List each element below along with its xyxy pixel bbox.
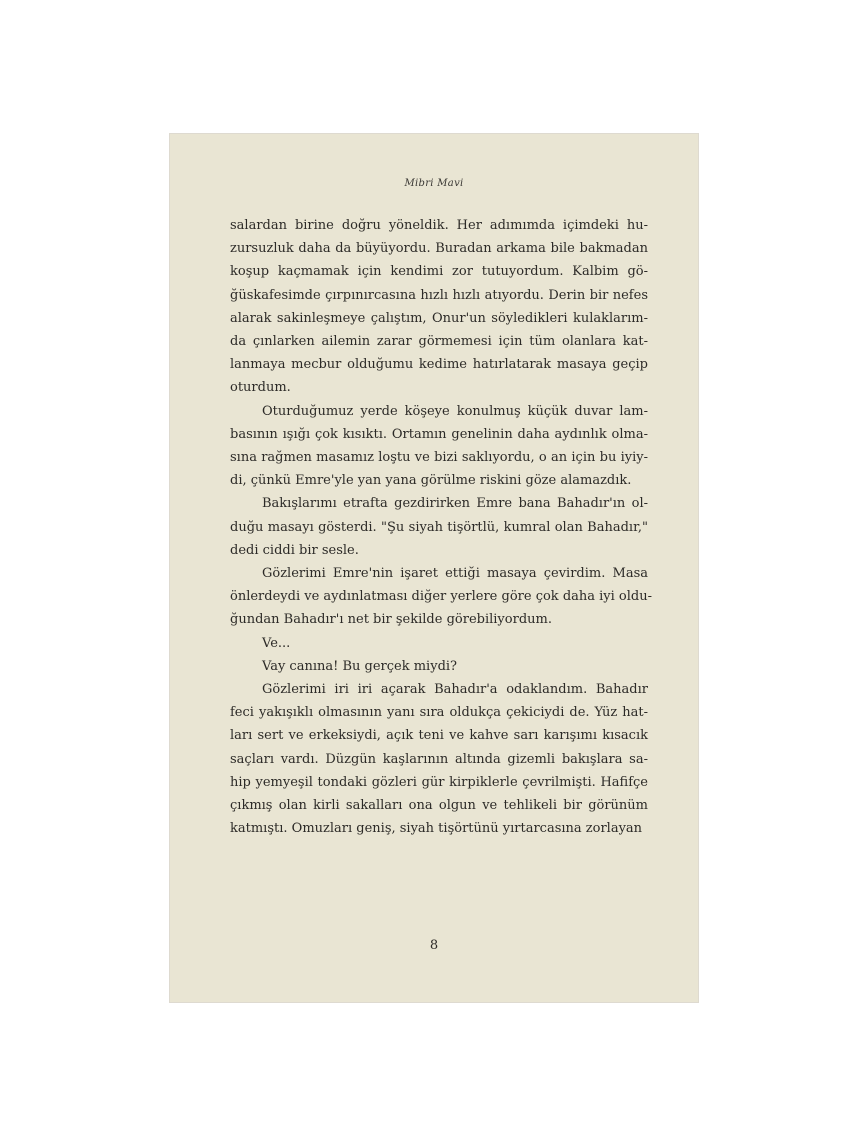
text-line: oturdum. [230, 380, 291, 396]
running-header: Mibri Mavi [404, 178, 464, 189]
book-page [170, 134, 698, 1002]
text-line: Gözlerimi iri iri açarak Bahadır'a odaklandım. Bahadır [262, 682, 648, 698]
text-line: dedi ciddi bir sesle. [230, 542, 359, 558]
text-line: alarak sakinleşmeye çalıştım, Onur'un söyledikleri kulaklarım- [230, 310, 648, 326]
paragraph [230, 562, 653, 632]
text-line: di, çünkü Emre'yle yan yana görülme riskini göze alamazdık. [230, 473, 632, 489]
text-line: çıkmış olan kirli sakalları ona olgun ve tehlikeli bir görünüm [230, 798, 648, 814]
page-number: 8 [429, 938, 439, 953]
text-line: Vay canına! Bu gerçek miydi? [262, 658, 458, 674]
text-line: ğundan Bahadır'ı net bir şekilde görebiliyordum. [230, 612, 552, 628]
text-line: duğu masayı gösterdi. "Şu siyah tişörtlü, kumral olan Bahadır," [230, 519, 648, 535]
paragraph [230, 655, 648, 678]
text-line: salardan birine doğru yöneldik. Her adımımda içimdeki hu- [230, 218, 648, 233]
text-line: saçları vardı. Düzgün kaşlarının altında gizemli bakışlara sa- [230, 751, 648, 767]
text-line: feci yakışıklı olmasının yanı sıra oldukça çekiciydi de. Yüz hat- [230, 705, 648, 721]
body-text [230, 214, 653, 840]
paragraph [230, 632, 648, 655]
text-line: ları sert ve erkeksiydi, açık teni ve kahve sarı karışımı kısacık [230, 728, 648, 744]
paragraph [230, 678, 648, 840]
text-line: koşup kaçmamak için kendimi zor tutuyordum. Kalbim gö- [230, 264, 648, 280]
text-line: Ve... [262, 635, 291, 651]
text-line: katmıştı. Omuzları geniş, siyah tişörtünü yırtarcasına zorlayan [230, 821, 643, 837]
text-line: sına rağmen masamız loştu ve bizi saklıyordu, o an için bu iyiy- [230, 450, 648, 466]
text-line: Bakışlarımı etrafta gezdirirken Emre bana Bahadır'ın ol- [262, 496, 648, 512]
text-line: önlerdeydi ve aydınlatması diğer yerlere göre çok daha iyi oldu- [230, 589, 653, 605]
text-line: zursuzluk daha da büyüyordu. Buradan arkama bile bakmadan [230, 241, 648, 257]
paragraph [230, 214, 648, 400]
text-line: Gözlerimi Emre'nin işaret ettiği masaya çevirdim. Masa [262, 566, 648, 582]
text-line: basının ışığı çok kısıktı. Ortamın genelinin daha aydınlık olma- [230, 426, 648, 442]
paragraph [230, 400, 648, 493]
paragraph [230, 492, 648, 562]
text-line: Oturduğumuz yerde köşeye konulmuş küçük duvar lam- [262, 403, 648, 419]
text-line: hip yemyeşil tondaki gözleri gür kirpiklerle çevrilmişti. Hafifçe [230, 774, 648, 790]
text-line: da çınlarken ailemin zarar görmemesi için tüm olanlara kat- [230, 334, 648, 350]
text-line: ğüskafesimde çırpınırcasına hızlı hızlı atıyordu. Derin bir nefes [230, 287, 648, 303]
text-line: lanmaya mecbur olduğumu kedime hatırlatarak masaya geçip [230, 357, 648, 373]
